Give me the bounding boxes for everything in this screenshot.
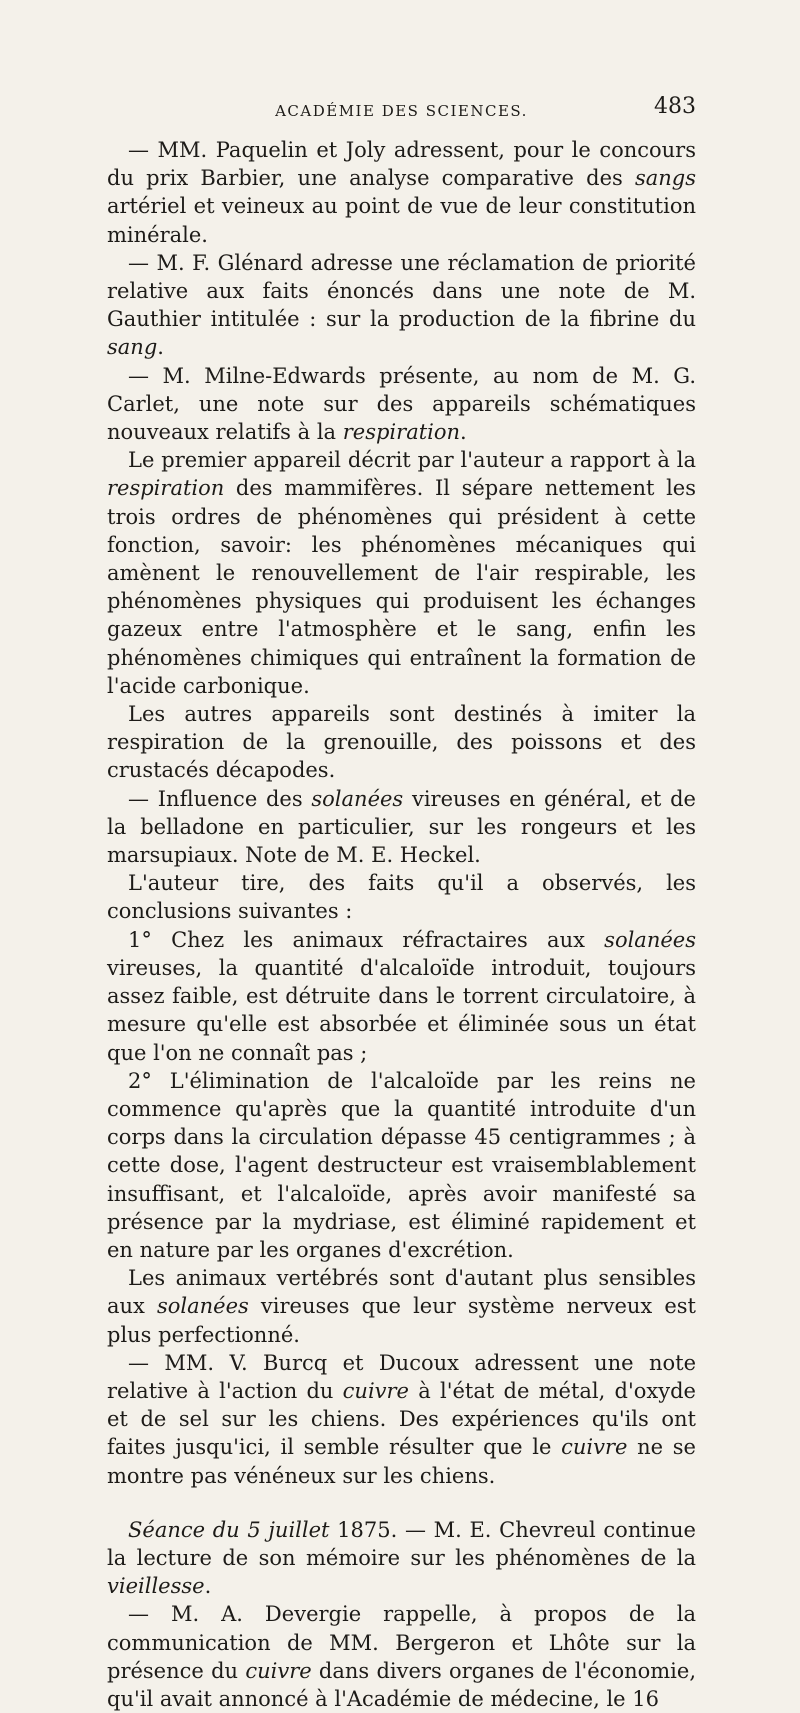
paragraph	[107, 926, 696, 1067]
text-run: — MM. V. Burcq et Ducoux adressent une note relative à l'action du	[107, 1350, 696, 1403]
text-run: Le premier appareil décrit par l'auteur a rapport à la	[128, 448, 696, 473]
paragraph	[107, 1349, 696, 1490]
text-run: — M. F. Glénard adresse une réclamation de priorité relative aux faits énoncés dans une note de M. Gauthier intitulée : sur la production de la fibrine du	[107, 250, 696, 332]
italic-text: sang	[107, 335, 158, 360]
body-text	[107, 136, 696, 1713]
text-run: L'auteur tire, des faits qu'il a observés, les conclusions suivantes :	[107, 871, 696, 924]
text-run: à l'état de métal, d'oxyde et de sel sur les chiens. Des expériences qu'ils ont faites jusqu'ici, il semble résulter que le	[107, 1378, 696, 1460]
paragraph	[107, 700, 696, 785]
paragraph	[107, 869, 696, 925]
paragraph	[107, 1600, 696, 1713]
italic-text: Séance du 5 juillet	[128, 1517, 330, 1542]
text-run: des mammifères. Il sépare nettement les trois ordres de phénomènes qui président à cette fonction, savoir: les phénomènes mécaniques qui amènent le renouvellement de l'air respirable, les phénomènes physiques qui produisent les échanges gazeux entre l'atmosphère et le sang, enfin les phénomènes chimiques qui entraînent la formation de l'acide carbonique.	[107, 476, 696, 698]
text-run: vireuses en général, et de la belladone en particulier, sur les rongeurs et les marsupiaux. Note de M. E. Heckel.	[107, 786, 696, 868]
text-run: vireuses que leur système nerveux est plus perfectionné.	[107, 1294, 696, 1347]
running-title: ACADÉMIE DES SCIENCES.	[275, 102, 528, 120]
paragraph	[107, 136, 696, 249]
text-run: 1875. — M. E. Chevreul continue la lecture de son mémoire sur les phénomènes de la	[107, 1517, 696, 1570]
paragraph	[107, 1264, 696, 1349]
text-run: — M. A. Devergie rappelle, à propos de la communication de MM. Bergeron et Lhôte sur la présence du	[107, 1602, 696, 1683]
text-run: Les autres appareils sont destinés à imiter la respiration de la grenouille, des poissons et des crustacés décapodes.	[107, 702, 696, 783]
text-run: ne se montre pas vénéneux sur les chiens.	[107, 1435, 696, 1488]
paragraph	[107, 446, 696, 700]
text-run: .	[204, 1574, 212, 1599]
text-run: artériel et veineux au point de vue de leur constitution minérale.	[107, 194, 696, 247]
text-run: vireuses, la quantité d'alcaloïde introduit, toujours assez faible, est détruite dans le torrent circulatoire, à mesure qu'elle est absorbée et éliminée sous un état que l'on ne connaît pas ;	[107, 955, 696, 1065]
text-run: — Influence des	[128, 786, 312, 811]
text-run: — M. Milne-Edwards présente, au nom de M. G. Carlet, une note sur des appareils schématiques nouveaux relatifs à la	[107, 363, 696, 445]
italic-text: cuivre	[342, 1378, 409, 1403]
italic-text: respiration	[107, 476, 225, 501]
text-run: — MM. Paquelin et Joly adressent, pour le concours du prix Barbier, une analyse comparative des	[107, 138, 696, 191]
paragraph	[107, 249, 696, 362]
italic-text: solanées	[157, 1294, 249, 1319]
italic-text: cuivre	[561, 1435, 628, 1460]
paragraph	[107, 785, 696, 870]
italic-text: cuivre	[245, 1658, 312, 1683]
text-run: Les animaux vertébrés sont d'autant plus sensibles aux	[107, 1266, 696, 1319]
page-number: 483	[654, 94, 696, 119]
italic-text: vieillesse	[107, 1574, 205, 1599]
italic-text: sangs	[634, 166, 696, 191]
paragraph	[107, 1067, 696, 1264]
text-run: 1° Chez les animaux réfractaires aux	[128, 927, 605, 952]
italic-text: solanées	[604, 927, 696, 952]
text-run: dans divers organes de l'économie, qu'il avait annoncé à l'Académie de médecine, le 16	[107, 1658, 696, 1711]
text-run: .	[157, 335, 164, 360]
paragraph	[107, 362, 696, 447]
italic-text: respiration	[342, 420, 461, 445]
text-run: .	[460, 420, 467, 445]
paragraph	[107, 1516, 696, 1601]
text-run: 2° L'élimination de l'alcaloïde par les reins ne commence qu'après que la quantité introduite d'un corps dans la circulation dépasse 45 centigrammes ; à cette dose, l'agent destructeur est vraisemblablement insuffisant, et l'alcaloïde, après avoir manifesté sa présence par la mydriase, est éliminé rapidement et en nature par les organes d'excrétion.	[107, 1068, 696, 1262]
italic-text: solanées	[311, 786, 404, 811]
running-header	[107, 96, 696, 136]
